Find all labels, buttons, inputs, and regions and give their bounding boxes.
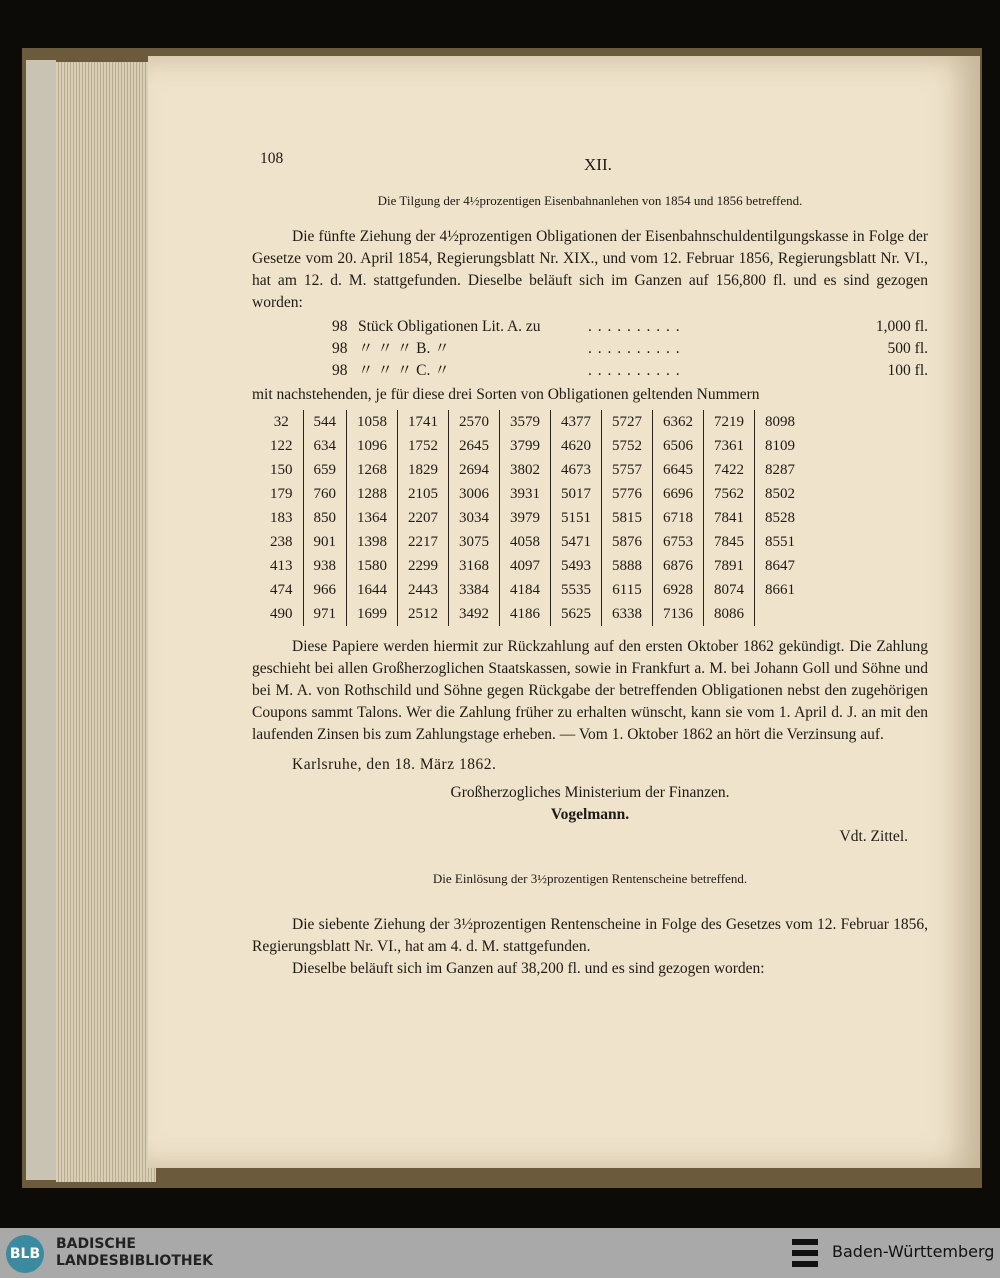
item-desc: 〃 〃 〃 C. 〃 [358,362,450,379]
table-cell: 6338 [602,602,653,626]
table-cell: 3006 [449,482,500,506]
table-cell: 4058 [500,530,551,554]
table-cell: 7422 [704,458,755,482]
table-intro: mit nachstehenden, je für diese drei Sorten von Obligationen geltenden Nummern [252,386,760,403]
table-cell: 1398 [347,530,398,554]
table-cell: 901 [303,530,347,554]
table-cell: 3579 [500,410,551,434]
table-cell: 2207 [398,506,449,530]
table-cell: 938 [303,554,347,578]
table-cell: 4673 [551,458,602,482]
table-cell: 6928 [653,578,704,602]
table-cell: 7136 [653,602,704,626]
item-dots: . . . . . . . . . . [588,362,681,379]
paragraph-seventh-drawing: Die siebente Ziehung der 3½prozentigen Rentenscheine in Folge des Gesetzes vom 12. Februar 1856, Regierungsblatt Nr. VI., hat am 4. d. M. stattgefunden. [252,916,928,955]
table-cell: 1268 [347,458,398,482]
table-row [260,458,805,482]
table-cell: 3384 [449,578,500,602]
table-cell: 6645 [653,458,704,482]
table-cell: 8551 [765,534,795,550]
table-cell: 122 [260,434,303,458]
table-cell: 490 [260,602,303,626]
table-cell: 32 [260,410,303,434]
table-cell: 5493 [551,554,602,578]
table-cell: 6696 [653,482,704,506]
paragraph-drawing: Die fünfte Ziehung der 4½prozentigen Obligationen der Eisenbahnschuldentilgungskasse in Folge der Gesetze vom 20. April 1854, Regierungsblatt Nr. XIX., und vom 12. Februar 1856, Regierungsblatt Nr. VI., hat am 12. d. M. stattgefunden. Dieselbe beläuft sich im Ganzen auf 156,800 fl. und es sind gezogen worden: [252,228,928,311]
table-cell: 8502 [765,486,795,502]
table-cell: 966 [303,578,347,602]
table-row [260,554,805,578]
table-cell: 8287 [765,462,795,478]
blb-logo[interactable]: BLB [6,1235,44,1273]
table-row [260,434,805,458]
table-cell: 1364 [347,506,398,530]
table-cell: 5471 [551,530,602,554]
running-head [252,148,928,188]
table-cell: 7845 [704,530,755,554]
footer-bar [0,1228,1000,1278]
table-cell: 179 [260,482,303,506]
table-cell: 5535 [551,578,602,602]
table-cell: 1096 [347,434,398,458]
table-cell: 238 [260,530,303,554]
table-cell: 413 [260,554,303,578]
table-row [260,506,805,530]
item-value: 500 fl. [887,340,928,357]
item-list [332,316,928,382]
table-cell: 7891 [704,554,755,578]
library-name[interactable] [56,1236,213,1270]
table-cell: 8074 [704,578,755,602]
table-row [260,530,805,554]
table-cell: 3168 [449,554,500,578]
book-page [148,56,980,1168]
table-cell: 2694 [449,458,500,482]
table-cell: 850 [303,506,347,530]
table-cell: 3979 [500,506,551,530]
table-cell: 7361 [704,434,755,458]
table-cell: 1058 [347,410,398,434]
table-cell: 2217 [398,530,449,554]
table-cell: 5876 [602,530,653,554]
table-cell: 4620 [551,434,602,458]
table-cell: 1752 [398,434,449,458]
table-cell: 3034 [449,506,500,530]
table-cell: 5017 [551,482,602,506]
table-cell: 7841 [704,506,755,530]
item-value: 100 fl. [887,362,928,379]
table-cell: 760 [303,482,347,506]
item-count: 98 [332,362,348,379]
table-row [260,578,805,602]
table-cell: 5888 [602,554,653,578]
table-cell: 971 [303,602,347,626]
heading-railway-loan: Die Tilgung der 4½prozentigen Eisenbahnanlehen von 1854 und 1856 betreffend. [377,193,803,208]
table-cell: 7562 [704,482,755,506]
page-number: 108 [260,150,284,167]
table-cell: 474 [260,578,303,602]
ministry: Großherzogliches Ministerium der Finanzen. [450,784,730,801]
table-cell: 1580 [347,554,398,578]
page-edges [56,62,156,1182]
paragraph-repayment: Diese Papiere werden hiermit zur Rückzahlung auf den ersten Oktober 1862 gekündigt. Die Zahlung geschieht bei allen Großherzoglichen Staatskassen, sowie in Frankfurt a. M. bei Johann Goll und Söhne und bei M. A. von Rothschild und Söhne gegen Rückgabe der betreffenden Obligationen nebst den zugehörigen Coupons sammt Talons. Wer die Zahlung früher zu erhalten wünscht, kann sie vom 1. April d. J. an mit den laufenden Zinsen bis zum Zahlungstage erheben. — Vom 1. Oktober 1862 an hört die Verzinsung auf. [252,638,928,743]
table-cell: 3492 [449,602,500,626]
table-cell: 8647 [765,558,795,574]
table-cell: 6876 [653,554,704,578]
table-cell: 7219 [704,410,755,434]
table-cell: 5151 [551,506,602,530]
table-cell: 1829 [398,458,449,482]
book-spine-paper [26,60,56,1180]
table-cell: 8528 [765,510,795,526]
table-cell: 2570 [449,410,500,434]
table-cell: 5776 [602,482,653,506]
item-row [332,316,928,338]
item-row [332,338,928,360]
table-cell: 2512 [398,602,449,626]
heading-annuity: Die Einlösung der 3½prozentigen Rentenscheine betreffend. [432,871,748,886]
table-cell: 4377 [551,410,602,434]
table-cell: 634 [303,434,347,458]
table-cell: 5757 [602,458,653,482]
item-dots: . . . . . . . . . . [588,340,681,357]
table-cell: 4184 [500,578,551,602]
table-cell: 2645 [449,434,500,458]
table-cell: 8086 [704,602,755,626]
place-date: Karlsruhe, den 18. März 1862. [292,756,497,773]
table-cell: 3931 [500,482,551,506]
item-desc: Stück Obligationen Lit. A. zu [358,318,541,335]
table-cell: 1699 [347,602,398,626]
item-row [332,360,928,382]
numbers-table [260,410,805,626]
table-cell: 6506 [653,434,704,458]
table-cell: 2299 [398,554,449,578]
table-cell: 183 [260,506,303,530]
table-row [260,410,805,434]
section-number: XII. [584,155,612,174]
table-cell: 2105 [398,482,449,506]
table-cell: 8109 [765,438,795,454]
table-cell: 3799 [500,434,551,458]
table-cell: 150 [260,458,303,482]
table-row [260,602,805,626]
table-cell: 544 [303,410,347,434]
item-desc: 〃 〃 〃 B. 〃 [358,340,450,357]
item-value: 1,000 fl. [875,318,928,335]
table-cell: 5752 [602,434,653,458]
signer: Vogelmann. [550,806,630,823]
table-cell: 5727 [602,410,653,434]
library-name-line2: LANDESBIBLIOTHEK [56,1253,214,1269]
item-dots: . . . . . . . . . . [588,318,681,335]
table-cell: 5815 [602,506,653,530]
table-cell: 3802 [500,458,551,482]
table-cell: 659 [303,458,347,482]
vdt: Vdt. Zittel. [839,828,908,845]
table-cell: 1288 [347,482,398,506]
table-cell: 4186 [500,602,551,626]
table-cell: 6362 [653,410,704,434]
paragraph-total: Dieselbe beläuft sich im Ganzen auf 38,200 fl. und es sind gezogen worden: [292,960,765,977]
lions-coat-of-arms-icon [790,1236,820,1270]
table-cell: 1741 [398,410,449,434]
table-cell: 3075 [449,530,500,554]
item-count: 98 [332,318,348,335]
table-cell: 6753 [653,530,704,554]
state-name[interactable]: Baden-Württemberg [832,1242,995,1261]
table-cell: 4097 [500,554,551,578]
table-cell: 5625 [551,602,602,626]
table-cell: 8661 [765,582,795,598]
library-name-line1: BADISCHE [56,1236,136,1252]
table-cell: 1644 [347,578,398,602]
table-cell: 8098 [765,414,795,430]
item-count: 98 [332,340,348,357]
table-row [260,482,805,506]
table-cell [755,602,806,626]
table-cell: 6115 [602,578,653,602]
table-cell: 6718 [653,506,704,530]
table-cell: 2443 [398,578,449,602]
